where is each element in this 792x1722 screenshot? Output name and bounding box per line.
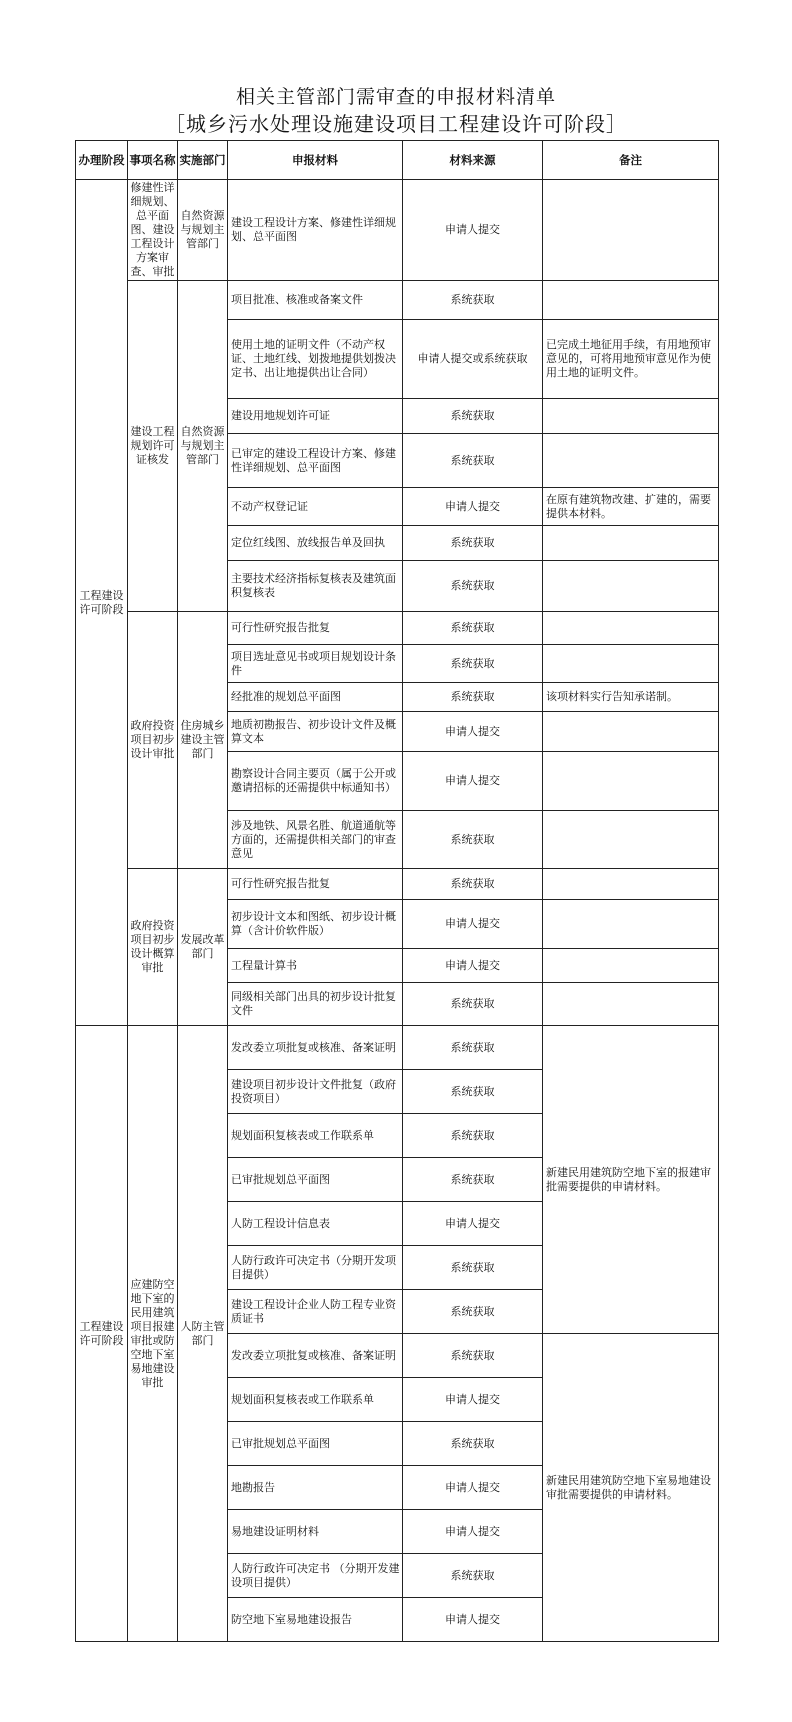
- stage-cell: 工程建设许可阶段: [76, 1026, 128, 1642]
- material-cell: 发改委立项批复或核准、备案证明: [228, 1334, 403, 1378]
- source-cell: 申请人提交: [403, 1510, 543, 1554]
- note-cell: [543, 949, 719, 983]
- header-material: 申报材料: [228, 141, 403, 180]
- source-cell: 系统获取: [403, 683, 543, 712]
- page-title: 相关主管部门需审查的申报材料清单: [235, 86, 556, 108]
- source-cell: 申请人提交: [403, 180, 543, 281]
- item-cell: 修建性详细规划、总平面图、建设工程设计方案审查、审批: [128, 180, 178, 281]
- note-cell: [543, 811, 719, 869]
- note-cell: [543, 281, 719, 320]
- table-row: [76, 1026, 719, 1070]
- material-cell: 初步设计文本和图纸、初步设计概算（含计价软件版）: [228, 900, 403, 949]
- header-dept: 实施部门: [178, 141, 228, 180]
- source-cell: 申请人提交: [403, 488, 543, 526]
- source-cell: 系统获取: [403, 983, 543, 1026]
- item-cell: 应建防空地下室的民用建筑项目报建审批或防空地下室易地建设审批: [128, 1026, 178, 1642]
- note-cell: [543, 645, 719, 683]
- material-cell: 定位红线图、放线报告单及回执: [228, 526, 403, 561]
- material-cell: 易地建设证明材料: [228, 1510, 403, 1554]
- source-cell: 系统获取: [403, 281, 543, 320]
- note-cell: [543, 526, 719, 561]
- source-cell: 系统获取: [403, 612, 543, 645]
- material-cell: 同级相关部门出具的初步设计批复文件: [228, 983, 403, 1026]
- note-cell: [543, 712, 719, 752]
- table-row: [76, 180, 719, 281]
- material-cell: 地质初勘报告、初步设计文件及概算文本: [228, 712, 403, 752]
- table-row: [76, 869, 719, 900]
- material-cell: 工程量计算书: [228, 949, 403, 983]
- source-cell: 系统获取: [403, 1026, 543, 1070]
- material-cell: 建设工程设计方案、修建性详细规划、总平面图: [228, 180, 403, 281]
- source-cell: 申请人提交: [403, 1466, 543, 1510]
- source-cell: 系统获取: [403, 869, 543, 900]
- source-cell: 系统获取: [403, 1554, 543, 1598]
- dept-cell: 人防主管部门: [178, 1026, 228, 1642]
- table-row: [76, 612, 719, 645]
- header-note: 备注: [543, 141, 719, 180]
- source-cell: 系统获取: [403, 1070, 543, 1114]
- header-item: 事项名称: [128, 141, 178, 180]
- material-cell: 地勘报告: [228, 1466, 403, 1510]
- material-cell: 使用土地的证明文件（不动产权证、土地红线、划拨地提供划拨决定书、出让地提供出让合同）: [228, 320, 403, 399]
- dept-cell: 住房城乡建设主管部门: [178, 612, 228, 869]
- source-cell: 申请人提交: [403, 1202, 543, 1246]
- note-cell: 已完成土地征用手续，有用地预审意见的，可将用地预审意见作为使用土地的证明文件。: [543, 320, 719, 399]
- source-cell: 申请人提交: [403, 752, 543, 811]
- source-cell: 申请人提交: [403, 900, 543, 949]
- material-cell: 建设用地规划许可证: [228, 399, 403, 434]
- material-cell: 发改委立项批复或核准、备案证明: [228, 1026, 403, 1070]
- material-cell: 勘察设计合同主要页（属于公开或邀请招标的还需提供中标通知书）: [228, 752, 403, 811]
- dept-cell: 发展改革部门: [178, 869, 228, 1026]
- source-cell: 申请人提交: [403, 1598, 543, 1642]
- source-cell: 申请人提交: [403, 949, 543, 983]
- material-cell: 建设项目初步设计文件批复（政府投资项目）: [228, 1070, 403, 1114]
- note-cell: [543, 752, 719, 811]
- merged-note-cell: 新建民用建筑防空地下室易地建设审批需要提供的申请材料。: [543, 1334, 719, 1642]
- note-cell: 该项材料实行告知承诺制。: [543, 683, 719, 712]
- material-cell: 防空地下室易地建设报告: [228, 1598, 403, 1642]
- source-cell: 系统获取: [403, 1422, 543, 1466]
- source-cell: 申请人提交: [403, 1378, 543, 1422]
- note-cell: [543, 900, 719, 949]
- table-header-row: [76, 141, 719, 180]
- material-cell: 经批准的规划总平面图: [228, 683, 403, 712]
- source-cell: 申请人提交: [403, 712, 543, 752]
- source-cell: 系统获取: [403, 1334, 543, 1378]
- source-cell: 系统获取: [403, 1290, 543, 1334]
- note-cell: 在原有建筑物改建、扩建的，需要提供本材料。: [543, 488, 719, 526]
- material-cell: 规划面积复核表或工作联系单: [228, 1378, 403, 1422]
- material-cell: 人防行政许可决定书 （分期开发建设项目提供）: [228, 1554, 403, 1598]
- source-cell: 系统获取: [403, 1246, 543, 1290]
- merged-note-cell: 新建民用建筑防空地下室的报建审批需要提供的申请材料。: [543, 1026, 719, 1334]
- note-cell: [543, 983, 719, 1026]
- material-cell: 主要技术经济指标复核表及建筑面积复核表: [228, 561, 403, 612]
- item-cell: 建设工程规划许可证核发: [128, 281, 178, 612]
- note-cell: [543, 434, 719, 488]
- source-cell: 系统获取: [403, 399, 543, 434]
- note-cell: [543, 561, 719, 612]
- materials-table: [75, 140, 719, 1642]
- source-cell: 系统获取: [403, 561, 543, 612]
- material-cell: 已审批规划总平面图: [228, 1158, 403, 1202]
- note-cell: [543, 869, 719, 900]
- header-source: 材料来源: [403, 141, 543, 180]
- material-cell: 人防工程设计信息表: [228, 1202, 403, 1246]
- source-cell: 系统获取: [403, 1114, 543, 1158]
- page-subtitle: ［城乡污水处理设施建设项目工程建设许可阶段］: [165, 112, 627, 136]
- item-cell: 政府投资项目初步设计概算审批: [128, 869, 178, 1026]
- dept-cell: 自然资源与规划主管部门: [178, 180, 228, 281]
- material-cell: 不动产权登记证: [228, 488, 403, 526]
- material-cell: 可行性研究报告批复: [228, 869, 403, 900]
- source-cell: 系统获取: [403, 434, 543, 488]
- header-stage: 办理阶段: [76, 141, 128, 180]
- material-cell: 建设工程设计企业人防工程专业资质证书: [228, 1290, 403, 1334]
- stage-cell: 工程建设许可阶段: [76, 180, 128, 1026]
- item-cell: 政府投资项目初步设计审批: [128, 612, 178, 869]
- material-cell: 已审批规划总平面图: [228, 1422, 403, 1466]
- material-cell: 已审定的建设工程设计方案、修建性详细规划、总平面图: [228, 434, 403, 488]
- source-cell: 系统获取: [403, 811, 543, 869]
- material-cell: 涉及地铁、风景名胜、航道通航等方面的，还需提供相关部门的审查意见: [228, 811, 403, 869]
- source-cell: 申请人提交或系统获取: [403, 320, 543, 399]
- source-cell: 系统获取: [403, 1158, 543, 1202]
- material-cell: 项目批准、核准或备案文件: [228, 281, 403, 320]
- note-cell: [543, 180, 719, 281]
- table-row: [76, 281, 719, 320]
- dept-cell: 自然资源与规划主管部门: [178, 281, 228, 612]
- note-cell: [543, 612, 719, 645]
- material-cell: 项目选址意见书或项目规划设计条件: [228, 645, 403, 683]
- source-cell: 系统获取: [403, 645, 543, 683]
- note-cell: [543, 399, 719, 434]
- material-cell: 可行性研究报告批复: [228, 612, 403, 645]
- source-cell: 系统获取: [403, 526, 543, 561]
- material-cell: 人防行政许可决定书（分期开发项目提供）: [228, 1246, 403, 1290]
- material-cell: 规划面积复核表或工作联系单: [228, 1114, 403, 1158]
